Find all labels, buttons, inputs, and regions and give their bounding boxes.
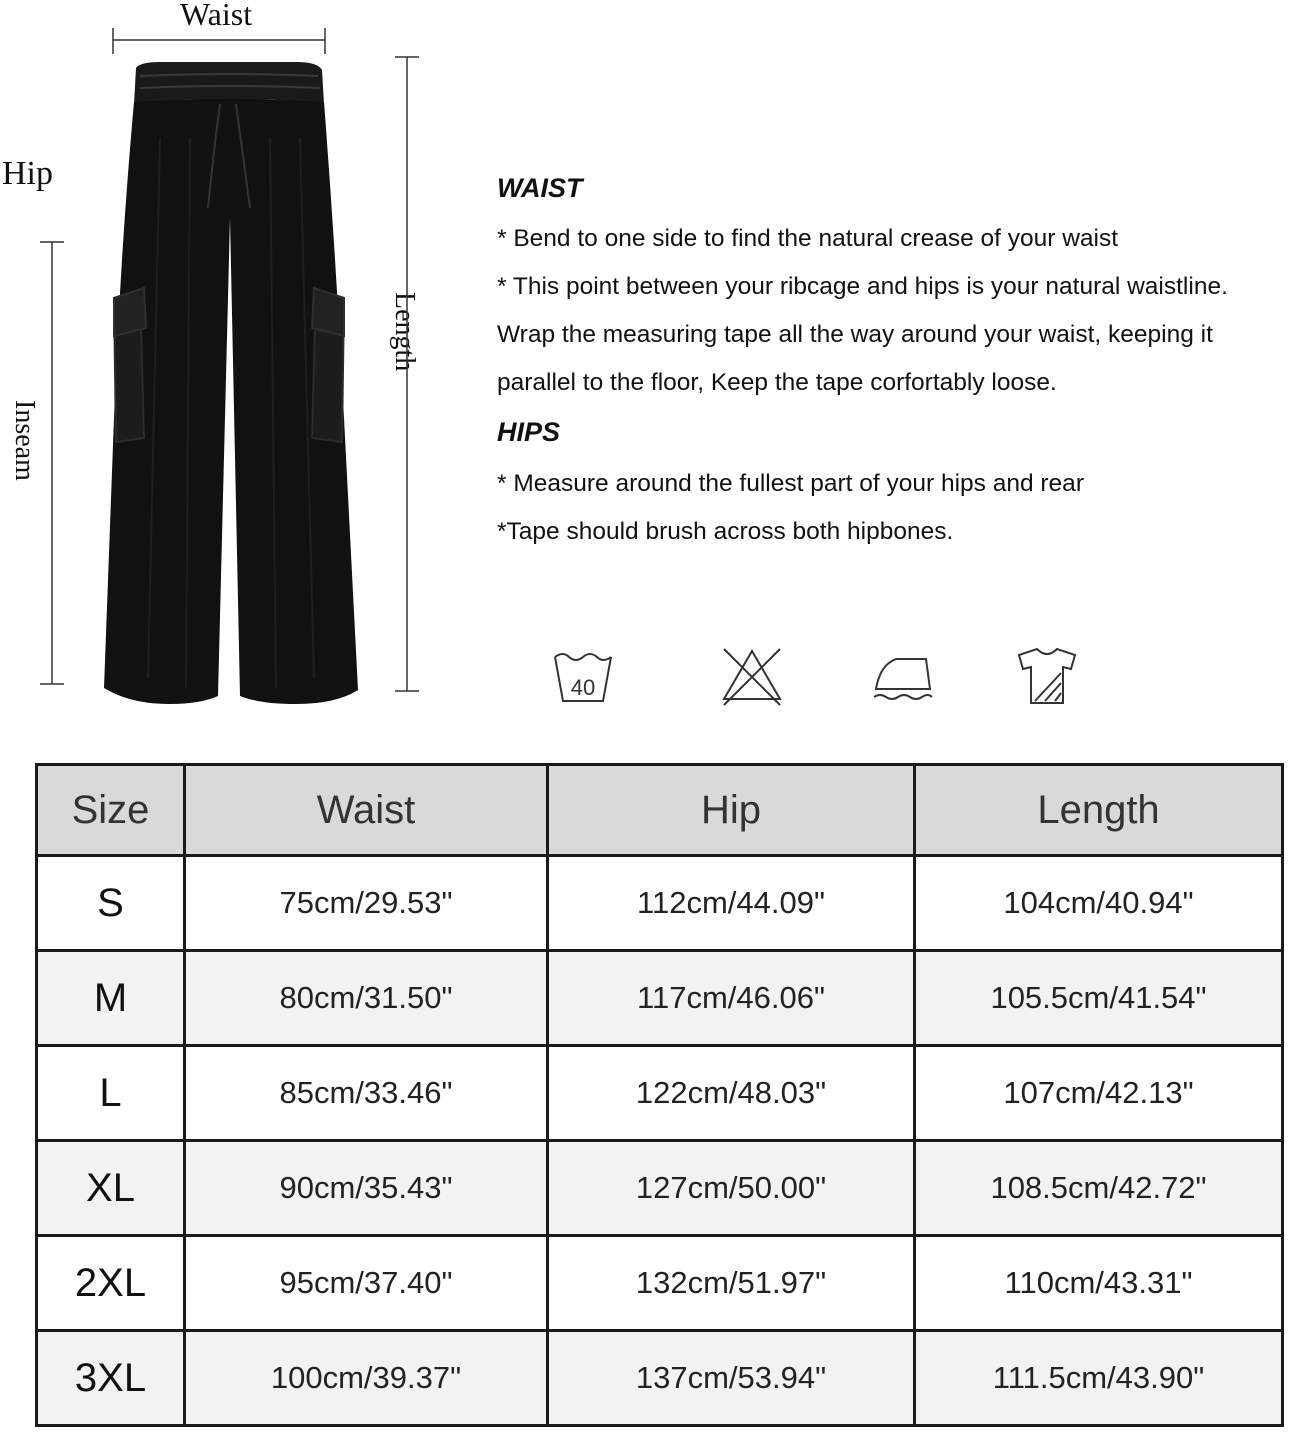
do-not-bleach-icon [720, 645, 784, 707]
hips-instruction-2: *Tape should brush across both hipbones. [497, 518, 954, 545]
length-cell: 104cm/40.94" [915, 856, 1283, 951]
size-cell: XL [37, 1141, 185, 1236]
table-row [37, 1236, 1283, 1331]
header-size: Size [37, 765, 185, 856]
size-cell: L [37, 1046, 185, 1141]
length-cell: 111.5cm/43.90" [915, 1331, 1283, 1426]
table-header-row [37, 765, 1283, 856]
size-cell: 3XL [37, 1331, 185, 1426]
hip-label: Hip [2, 155, 53, 192]
length-cell: 108.5cm/42.72" [915, 1141, 1283, 1236]
table-row [37, 856, 1283, 951]
waist-cell: 75cm/29.53" [185, 856, 548, 951]
iron-icon [870, 645, 934, 707]
length-dimension-line [392, 55, 422, 695]
hip-cell: 132cm/51.97" [548, 1236, 915, 1331]
table-row [37, 1046, 1283, 1141]
header-length: Length [915, 765, 1283, 856]
header-hip: Hip [548, 765, 915, 856]
waist-instruction-3: Wrap the measuring tape all the way around your waist, keeping it [497, 321, 1213, 348]
inseam-dimension-line [37, 240, 67, 688]
length-label: Length [389, 292, 420, 372]
inseam-label: Inseam [9, 400, 40, 481]
waist-instruction-4: parallel to the floor, Keep the tape corfortably loose. [497, 369, 1057, 396]
hip-cell: 127cm/50.00" [548, 1141, 915, 1236]
cargo-pants-image [100, 58, 362, 710]
waist-cell: 80cm/31.50" [185, 951, 548, 1046]
table-row [37, 1141, 1283, 1236]
table-row [37, 951, 1283, 1046]
header-waist: Waist [185, 765, 548, 856]
waist-cell: 100cm/39.37" [185, 1331, 548, 1426]
length-cell: 110cm/43.31" [915, 1236, 1283, 1331]
length-cell: 107cm/42.13" [915, 1046, 1283, 1141]
waist-heading: WAIST [497, 173, 583, 203]
size-chart-table [35, 763, 1284, 1427]
waist-instruction-2: * This point between your ribcage and hips is your natural waistline. [497, 273, 1228, 300]
wash-40-icon [551, 645, 615, 707]
waist-instruction-1: * Bend to one side to find the natural crease of your waist [497, 225, 1119, 252]
waist-cell: 90cm/35.43" [185, 1141, 548, 1236]
length-cell: 105.5cm/41.54" [915, 951, 1283, 1046]
waist-cell: 95cm/37.40" [185, 1236, 548, 1331]
waist-cell: 85cm/33.46" [185, 1046, 548, 1141]
hip-cell: 112cm/44.09" [548, 856, 915, 951]
waist-dimension-line [108, 26, 330, 58]
hips-heading: HIPS [497, 417, 561, 447]
hip-cell: 117cm/46.06" [548, 951, 915, 1046]
hip-cell: 122cm/48.03" [548, 1046, 915, 1141]
dry-flat-icon [1015, 645, 1079, 707]
size-cell: 2XL [37, 1236, 185, 1331]
hip-cell: 137cm/53.94" [548, 1331, 915, 1426]
hips-instruction-1: * Measure around the fullest part of your hips and rear [497, 470, 1084, 497]
size-cell: M [37, 951, 185, 1046]
waist-label: Waist [180, 0, 253, 32]
size-cell: S [37, 856, 185, 951]
table-row [37, 1331, 1283, 1426]
svg-text:40: 40 [570, 675, 596, 700]
